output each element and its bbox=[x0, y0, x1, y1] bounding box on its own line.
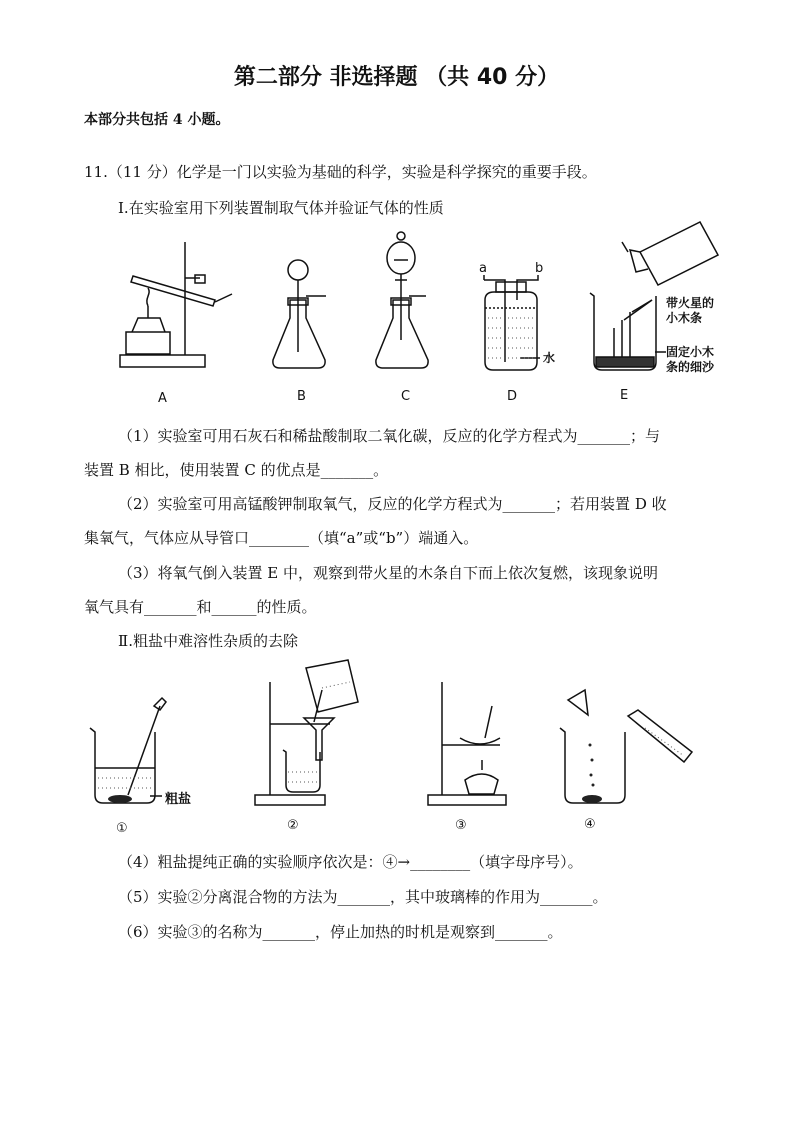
q3-line2: 氧气具有_______和______的性质。 bbox=[84, 598, 317, 616]
part2-heading: Ⅱ.粗盐中难溶性杂质的去除 bbox=[118, 632, 298, 650]
step-2-filtering bbox=[255, 660, 358, 805]
label-b: B bbox=[297, 389, 306, 404]
step-label-3: ③ bbox=[455, 818, 467, 833]
q5: （5）实验②分离混合物的方法为_______，其中玻璃棒的作用为_______。 bbox=[118, 888, 608, 906]
step-label-4: ④ bbox=[584, 817, 596, 832]
step-label-2: ② bbox=[287, 818, 299, 833]
page-title: 第二部分 非选择题 （共 40 分） bbox=[233, 65, 560, 90]
label-c: C bbox=[401, 389, 411, 404]
label-d: D bbox=[507, 389, 518, 404]
label-crude-salt: 粗盐 bbox=[165, 792, 192, 807]
section-intro: 本部分共包括 4 小题。 bbox=[84, 112, 230, 128]
step-4-weighing bbox=[560, 690, 692, 803]
label-e: E bbox=[620, 388, 629, 403]
q4: （4）粗盐提纯正确的实验顺序依次是：④→________（填字母序号）。 bbox=[118, 853, 583, 871]
q2-line2: 集氧气，气体应从导管口________（填“a”或“b”）端通入。 bbox=[84, 529, 479, 547]
step-1-dissolving bbox=[90, 698, 166, 803]
q3-line1: （3）将氧气倒入装置 E 中，观察到带火星的木条自下而上依次复燃，该现象说明 bbox=[118, 564, 659, 582]
label-sand-1: 固定小木 bbox=[666, 345, 715, 359]
label-water: 水 bbox=[543, 351, 556, 365]
question-stem: 11.（11 分）化学是一门以实验为基础的科学，实验是科学探究的重要手段。 bbox=[84, 163, 597, 181]
q2-line1: （2）实验室可用高锰酸钾制取氧气，反应的化学方程式为_______；若用装置 D 收 bbox=[118, 495, 667, 513]
q1-line1: （1）实验室可用石灰石和稀盐酸制取二氧化碳，反应的化学方程式为_______；与 bbox=[118, 427, 661, 445]
label-stick-1: 带火星的 bbox=[666, 296, 715, 310]
step-3-evaporating bbox=[428, 682, 506, 805]
part1-heading: Ⅰ.在实验室用下列装置制取气体并验证气体的性质 bbox=[118, 199, 444, 217]
q1-line2: 装置 B 相比，使用装置 C 的优点是_______。 bbox=[84, 461, 389, 479]
label-port-a: a bbox=[479, 261, 487, 276]
label-a: A bbox=[158, 391, 167, 406]
step-label-1: ① bbox=[116, 821, 128, 836]
label-sand-2: 条的细沙 bbox=[666, 360, 715, 374]
label-port-b: b bbox=[535, 261, 544, 276]
label-stick-2: 小木条 bbox=[666, 311, 703, 325]
q6: （6）实验③的名称为_______，停止加热的时机是观察到_______。 bbox=[118, 923, 563, 941]
